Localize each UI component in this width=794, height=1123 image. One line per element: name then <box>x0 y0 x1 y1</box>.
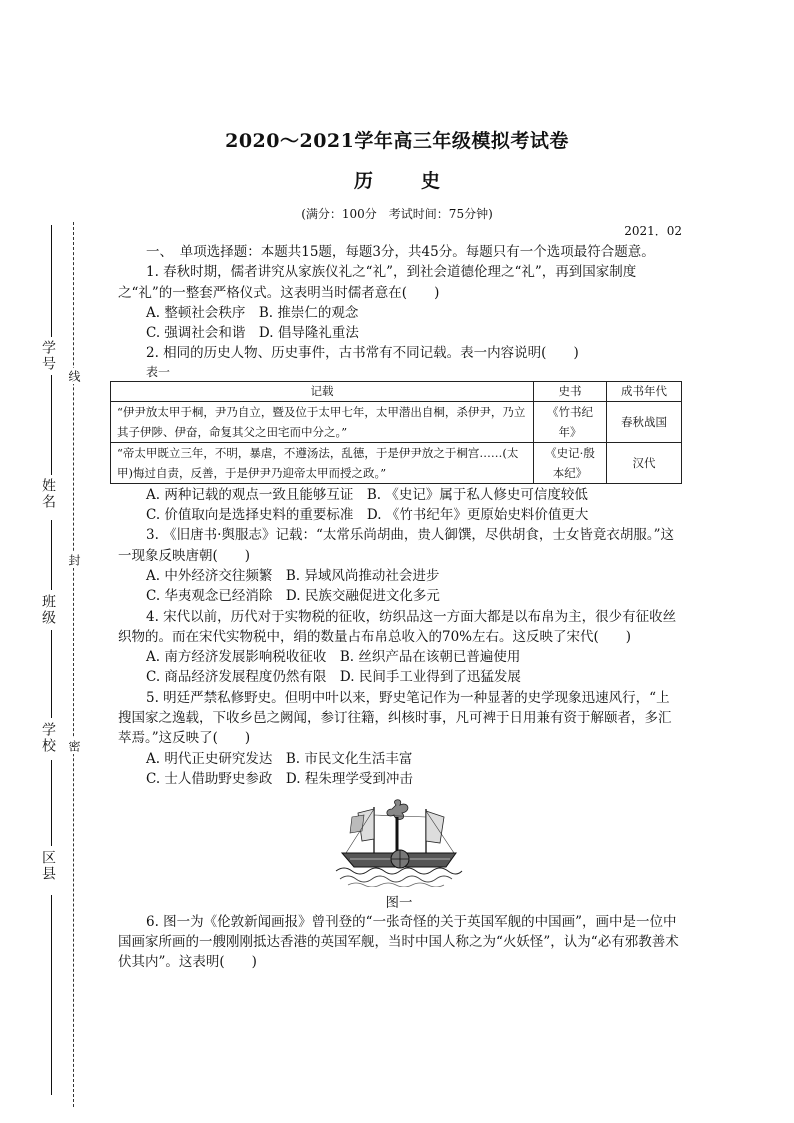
subject-title <box>0 166 794 193</box>
section-heading: 一、 单项选择题：本题共15题，每题3分，共45分。每题只有一个选项最符合题意。 <box>146 244 655 260</box>
binding-dashed-line <box>73 222 74 1107</box>
question-5-options-row: C. 士人借助野史参政 D. 程朱理学受到冲击 <box>146 770 413 787</box>
district-label: 区县 <box>40 850 56 882</box>
table-cell: 《竹书纪年》 <box>534 401 607 442</box>
student-id-label: 学号 <box>40 340 56 372</box>
school-underline <box>51 630 52 718</box>
question-3-stem: 3. 《旧唐书·舆服志》记载：“太常乐尚胡曲，贵人御馔，尽供胡食，士女皆竟衣胡服。”这一现象反映唐朝( ) <box>118 527 675 564</box>
question-4-options-row: A. 南方经济发展影响税收征收 B. 丝织产品在该朝已普遍使用 <box>146 649 521 666</box>
table-cell: 春秋战国 <box>607 401 682 442</box>
question-5-options-row: A. 明代正史研究发达 B. 市民文化生活丰富 <box>146 750 413 767</box>
table-cell: 《史记·殷本纪》 <box>534 442 607 483</box>
question-5-stem: 5. 明廷严禁私修野史。但明中叶以来，野史笔记作为一种显著的史学现象迅速风行，“上搜国家之逸载，下收乡邑之阙闻，参订往籍，纠核时事，凡可裨于日用兼有资于解颐者，多汇萃焉。”这反映了( ) <box>118 689 672 747</box>
question-2-stem: 2. 相同的历史人物、历史事件，古书常有不同记载。表一内容说明( ) <box>146 345 579 362</box>
name-underline <box>51 375 52 475</box>
question-4-stem: 4. 宋代以前，历代对于实物税的征收，纺织品这一方面大都是以布帛为主，很少有征收丝织物的。而在宋代实物税中，绢的数量占布帛总收入的70%左右。这反映了宋代( ) <box>118 608 677 645</box>
seal-word-secret: 密 <box>67 740 81 752</box>
figure-1 <box>118 795 680 893</box>
class-underline <box>51 520 52 590</box>
table-caption: 表一 <box>146 364 171 379</box>
question-2-options-row: C. 价值取向是选择史料的重要标准 D. 《竹书纪年》更原始史料价值更大 <box>146 507 589 524</box>
district-underline <box>51 760 52 846</box>
table-header-cell: 成书年代 <box>607 381 682 401</box>
subject-char: 历 <box>353 170 373 192</box>
table-cell: “帝太甲既立三年，不明，暴虐，不遵汤法，乱德，于是伊尹放之于桐宫……(太甲)悔过自责，反善，于是伊尹乃迎帝太甲而授之政。” <box>111 442 534 483</box>
question-4-options-row: C. 商品经济发展程度仍然有限 D. 民间手工业得到了迅猛发展 <box>146 669 521 686</box>
district-underline-lower <box>51 895 52 1095</box>
school-label: 学校 <box>40 722 56 754</box>
question-3-options-row: A. 中外经济交往频繁 B. 异域风尚推动社会进步 <box>146 567 440 584</box>
table-header-row <box>111 381 682 401</box>
warship-illustration <box>334 795 464 887</box>
question-2-options-row: A. 两种记载的观点一致且能够互证 B. 《史记》属于私人修史可信度较低 <box>146 486 588 503</box>
seal-word-line: 线 <box>67 370 81 382</box>
exam-content <box>118 242 680 972</box>
subject-char: 史 <box>421 170 441 192</box>
table-row <box>111 401 682 442</box>
question-1-options-row: C. 强调社会和谐 D. 倡导隆礼重法 <box>146 325 359 342</box>
student-id-underline <box>51 225 52 337</box>
class-label: 班级 <box>40 594 56 626</box>
question-1-stem: 1. 春秋时期，儒者讲究从家族仪礼之“礼”，到社会道德伦理之“礼”，再到国家制度之“礼”的一整套严格仪式。这表明当时儒者意在( ) <box>118 264 637 301</box>
records-table <box>110 381 682 484</box>
exam-meta: (满分：100分 考试时间：75分钟) <box>301 207 493 221</box>
table-cell: 汉代 <box>607 442 682 483</box>
table-row <box>111 442 682 483</box>
question-1-options-row: A. 整顿社会秩序 B. 推崇仁的观念 <box>146 304 359 321</box>
exam-date: 2021．02 <box>624 224 682 238</box>
exam-title: 2020～2021学年高三年级模拟考试卷 <box>225 130 569 152</box>
table-header-cell: 记载 <box>111 381 534 401</box>
question-6-stem: 6. 图一为《伦敦新闻画报》曾刊登的“一张奇怪的关于英国军舰的中国画”，画中是一位中国画家所画的一艘刚刚抵达香港的英国军舰，当时中国人称之为“火妖怪”，认为“必有邪教善术伏其内”。这表明( ) <box>118 913 679 971</box>
figure-caption: 图一 <box>385 894 413 911</box>
name-label: 姓名 <box>40 478 56 510</box>
question-3-options-row: C. 华夷观念已经消除 D. 民族交融促进文化多元 <box>146 588 440 605</box>
table-header-cell: 史书 <box>534 381 607 401</box>
seal-word-seal: 封 <box>67 554 81 566</box>
table-cell: “伊尹放太甲于桐，尹乃自立，暨及位于太甲七年，太甲潜出自桐，杀伊尹，乃立其子伊陟、伊奋，命复其父之田宅而中分之。” <box>111 401 534 442</box>
